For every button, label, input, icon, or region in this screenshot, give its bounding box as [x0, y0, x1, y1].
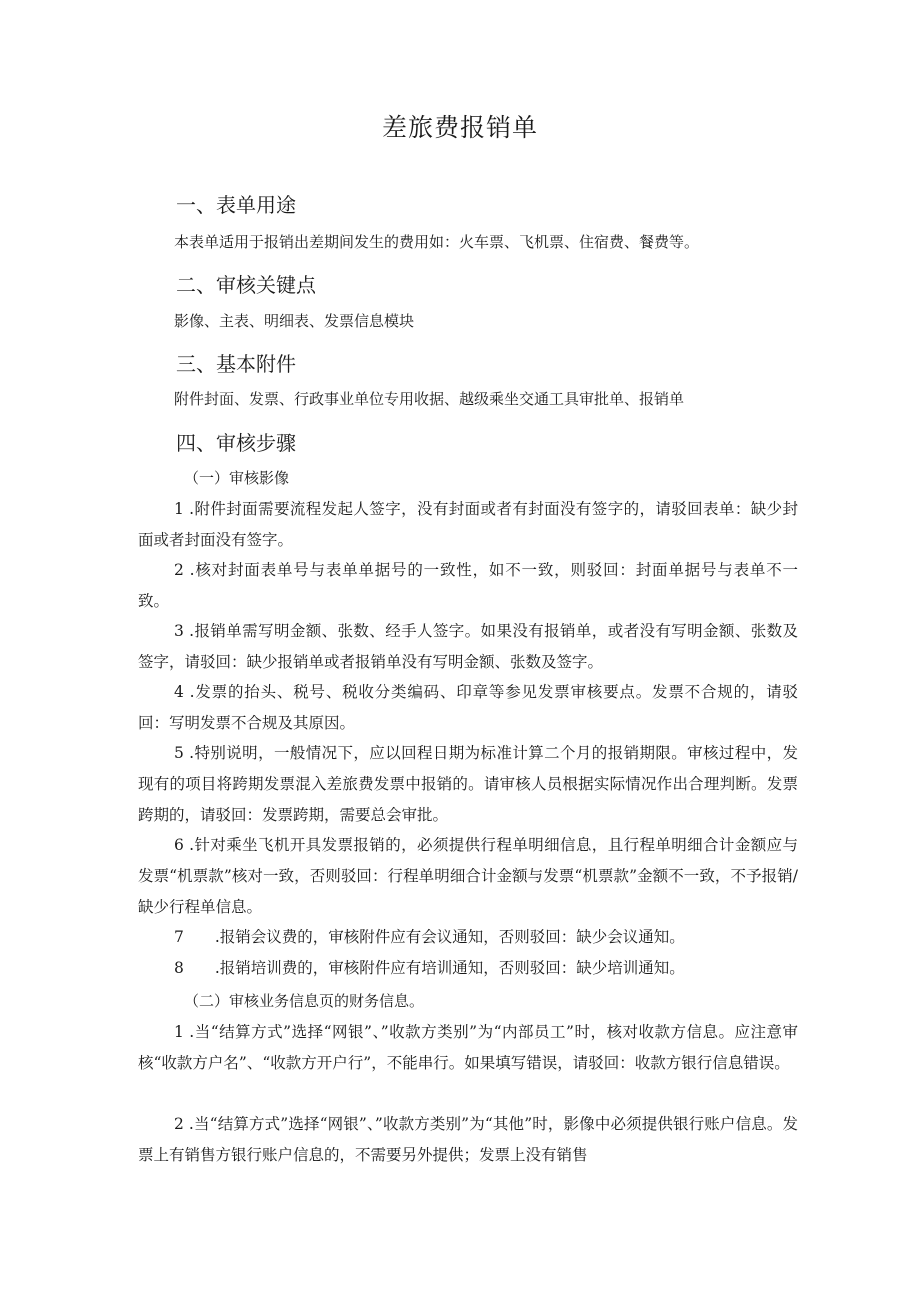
- step1-item-2: 2 .核对封面表单号与表单单据号的一致性，如不一致，则驳回：封面单据号与表单不一致。: [138, 561, 798, 610]
- step1-item-8: 8 .报销培训费的，审核附件应有培训通知，否则驳回：缺少培训通知。: [174, 959, 685, 977]
- section-body-attachments: 附件封面、发票、行政事业单位专用收据、越级乘坐交通工具审批单、报销单: [174, 390, 685, 408]
- step2-item-1: 1 .当“结算方式”选择“网银”、”收款方类别”为“内部员工”时，核对收款方信息。应注意审核“收款方户名”、“收款方开户行”，不能串行。如果填写错误，请驳回：收款方银行信息错误。: [138, 1023, 798, 1072]
- step1-heading: （一）审核影像: [184, 469, 290, 487]
- step1-item-4: 4 .发票的抬头、税号、税收分类编码、印章等参见发票审核要点。发票不合规的，请驳回：写明发票不合规及其原因。: [138, 683, 798, 732]
- section-heading-key-points: 二、审核关键点: [176, 273, 316, 297]
- section-heading-steps: 四、审核步骤: [176, 431, 296, 455]
- step1-item-6: 6 .针对乘坐飞机开具发票报销的，必须提供行程单明细信息，且行程单明细合计金额应与发票“机票款”核对一致，否则驳回：行程单明细合计金额与发票“机票款”金额不一致，不予报销/缺少行程单信息。: [138, 836, 798, 916]
- step1-item-1: 1 .附件封面需要流程发起人签字，没有封面或者有封面没有签字的，请驳回表单：缺少封面或者封面没有签字。: [138, 500, 798, 549]
- step2-item-2: 2 .当“结算方式”选择“网银”、”收款方类别”为“其他”时，影像中必须提供银行账户信息。发票上有销售方银行账户信息的，不需要另外提供；发票上没有销售: [138, 1115, 798, 1164]
- section-heading-attachments: 三、基本附件: [176, 352, 296, 376]
- section-body-purpose: 本表单适用于报销出差期间发生的费用如：火车票、飞机票、住宿费、餐费等。: [174, 233, 700, 251]
- section-body-key-points: 影像、主表、明细表、发票信息模块: [174, 312, 415, 330]
- step1-item-5: 5 .特别说明，一般情况下，应以回程日期为标准计算二个月的报销期限。审核过程中，发现有的项目将跨期发票混入差旅费发票中报销的。请审核人员根据实际情况作出合理判断。发票跨期的，请驳回：发票跨期，需要总会审批。: [138, 744, 798, 824]
- section-heading-purpose: 一、表单用途: [176, 193, 296, 217]
- step2-heading: （二）审核业务信息页的财务信息。: [184, 992, 425, 1010]
- step1-item-3: 3 .报销单需写明金额、张数、经手人签字。如果没有报销单，或者没有写明金额、张数及签字，请驳回：缺少报销单或者报销单没有写明金额、张数及签字。: [138, 622, 798, 671]
- step1-item-7: 7 .报销会议费的，审核附件应有会议通知，否则驳回：缺少会议通知。: [174, 928, 685, 946]
- document-title: 差旅费报销单: [381, 113, 538, 142]
